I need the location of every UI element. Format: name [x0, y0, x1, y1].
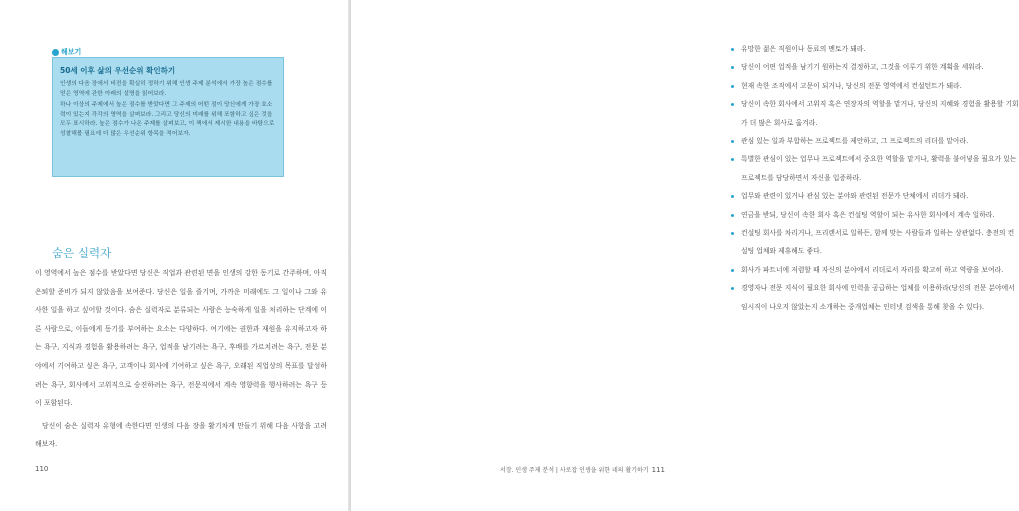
list-item: 당신이 어떤 업적을 남기기 원하는지 결정하고, 그것을 이루기 위한 계획을 세워라.	[729, 58, 1019, 76]
list-item: 회사가 파트너에 저렴할 때 자신의 분야에서 리더로서 자리를 확고히 하고 역량을 보여라.	[729, 261, 1019, 279]
exercise-label-text: 해보기	[61, 48, 82, 56]
list-item: 업무와 관련이 있거나 관심 있는 분야와 관련된 전문가 단체에서 리더가 돼라.	[729, 187, 1019, 205]
section-heading: 숨은 실력자	[52, 246, 112, 260]
bullet-icon	[52, 49, 59, 56]
right-page	[351, 0, 1019, 511]
list-item: 관심 있는 일과 부합하는 프로젝트를 제안하고, 그 프로젝트의 리더를 맡아라.	[729, 132, 1019, 150]
list-item: 현재 속한 조직에서 고문이 되거나, 당신의 전문 영역에서 컨설턴트가 돼라.	[729, 77, 1019, 95]
exercise-title: 50세 이후 삶의 우선순위 확인하기	[60, 66, 176, 75]
body-paragraph: 이 영역에서 높은 점수를 받았다면 당신은 직업과 관련된 면을 인생의 강한 동기로 간주하며, 아직 은퇴할 준비가 되지 않았음을 보여준다. 당신은 일을 즐기며, 가까운 미래에도 그 일이나 그와 유사한 일을 하고 싶어할 것이다. 숨은 실력자로 분류되는 사람은 능숙하게 일을 처리하는 단계에 이른 사람으로, 이들에게 동기를 부여하는 요소는 다양하다. 여기에는 권한과 재원을 유지하고자 하는 욕구, 지식과 경험을 활용하려는 욕구, 업적을 남기려는 욕구, 후배를 가르치려는 욕구, 전문 분야에서 기여하고 싶은 욕구, 고객이나 회사에 기여하고 싶은 욕구, 오래된 직업상의 목표를 달성하려는 욕구, 회사에서 고위직으로 승진하려는 욕구, 전문직에서 계속 영향력을 행사하려는 욕구 등이 포함된다.	[35, 269, 327, 408]
body-text	[35, 210, 327, 454]
list-item: 유망한 젊은 직원이나 동료의 멘토가 돼라.	[729, 40, 1019, 58]
list-item: 컨설팅 회사를 차리거나, 프리랜서로 일하든, 함께 맞는 사람들과 일하는 상관없다. 충전의 컨설팅 업체와 제휴해도 좋다.	[729, 224, 1019, 261]
exercise-paragraph: 인생의 다음 장에서 비전을 확실히 정하기 위해 인생 주제 분석에서 가장 높은 점수를 얻은 영역에 관한 아래의 설명을 읽어보라.	[60, 81, 273, 97]
exercise-paragraph: 하나 이상의 주제에서 높은 점수를 받았다면 그 주제의 어떤 점이 당신에게 가장 호소력이 있는지 각각의 영역을 살펴보라. 그리고 당신의 미래를 위해 포함하고 싶은 것을 모두 표시하라. 높은 점수가 나온 주제를 살펴보고, 이 책에서 제시한 내용을 바탕으로 성찰해볼 필요에 더 많은 우선순위 항목을 적어보자.	[60, 102, 275, 137]
exercise-label	[52, 47, 81, 57]
running-head: 서장. 인생 주제 분석 | 사로잡 인생을 위한 네의 활기하기	[500, 467, 649, 474]
page-number-right: 111	[651, 466, 665, 474]
list-item: 특별한 관심이 있는 업무나 프로젝트에서 중요한 역할을 맡거나, 활력을 불어넣을 필요가 있는 프로젝트를 담당하면서 자신을 입증하라.	[729, 150, 1019, 187]
list-item: 당신이 속한 회사에서 고위직 혹은 연장자의 역할을 맡거나, 당신의 지혜와 경험을 활용할 기회가 더 많은 회사로 옮겨라.	[729, 95, 1019, 132]
exercise-box	[52, 57, 284, 177]
running-footer	[500, 465, 665, 474]
list-item: 연금을 받되, 당신이 속한 회사 혹은 컨설팅 역할이 되는 유사한 회사에서 계속 일하라.	[729, 206, 1019, 224]
list-item: 경영자나 전문 지식이 필요한 회사에 인력을 공급하는 업체를 이용하라(당신의 전문 분야에서 임시직이 나오지 않았는지 소개하는 중개업체는 인터넷 검색을 통해 찾을 수 있다).	[729, 279, 1019, 316]
left-page	[0, 0, 349, 511]
body-paragraph: 당신이 숨은 실력자 유형에 속한다면 인생의 다음 장을 활기차게 만들기 위해 다음 사항을 고려해보자.	[35, 421, 327, 449]
recommendation-list	[729, 40, 1019, 316]
page-number-left: 110	[35, 465, 49, 473]
